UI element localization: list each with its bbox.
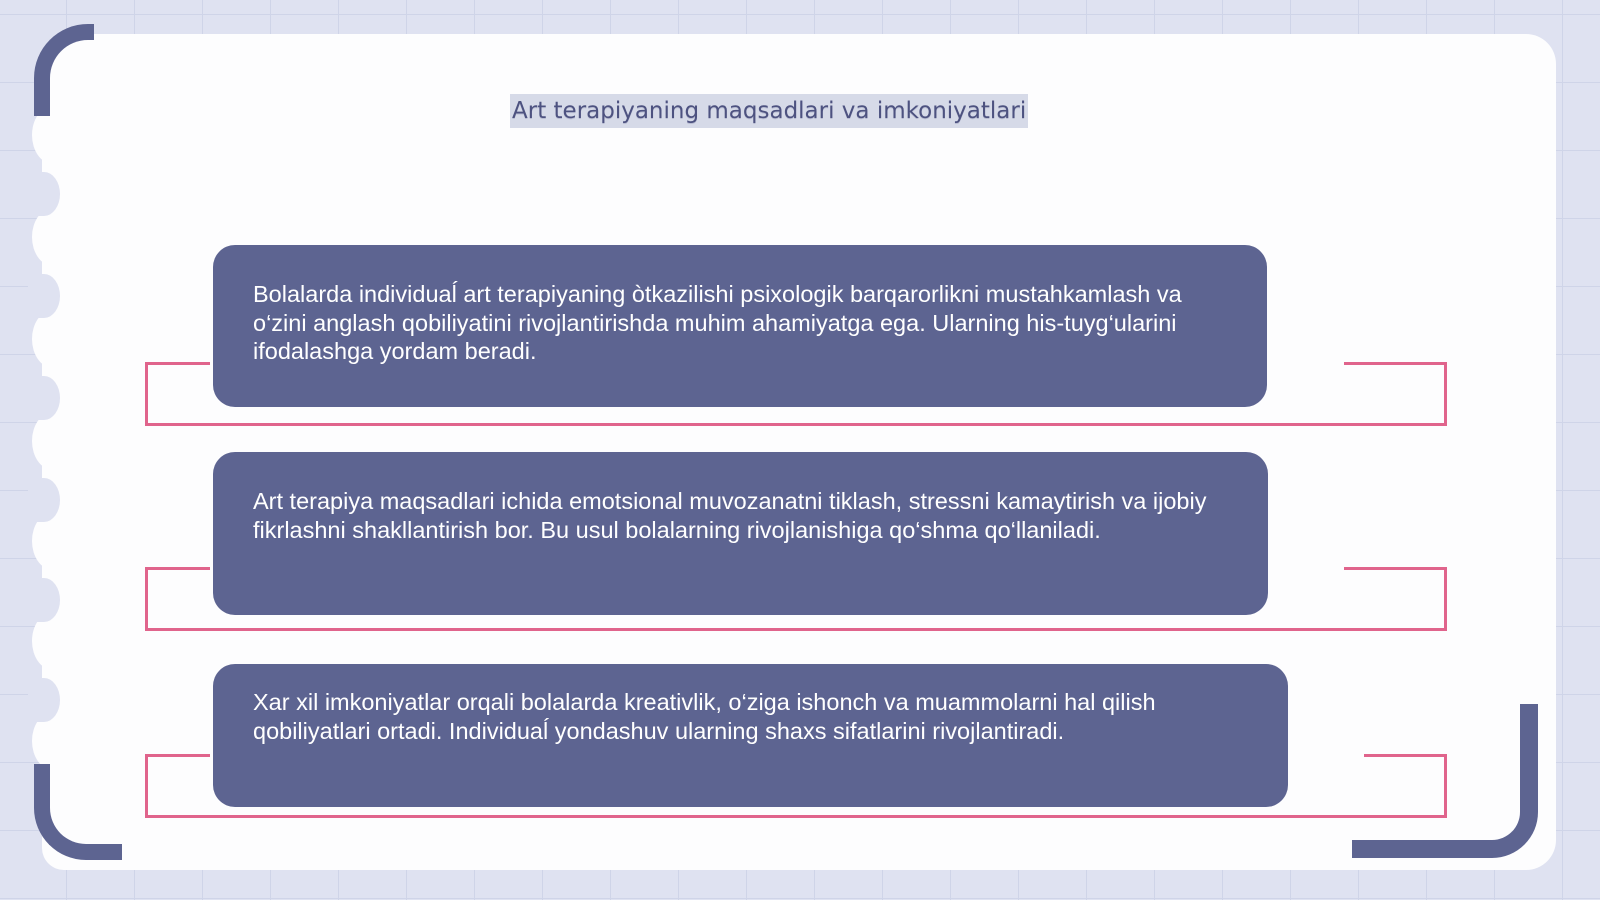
paper-scallop bbox=[32, 208, 74, 266]
paper-notch bbox=[28, 274, 60, 318]
corner-decoration-top-left bbox=[34, 24, 94, 116]
goal-text-2: Art terapiya maqsadlari ichida emotsional muvozanatni tiklash, stressni kamaytirish va ijobiy fikrlashni shakllantirish bor. Bu usul bolalarning rivojlanishiga qo‘shma qo‘llaniladi. bbox=[253, 488, 1207, 543]
paper-notch bbox=[28, 478, 60, 522]
goal-text-1: Bolalarda individuaĺ art terapiyaning òtkazilishi psixologik barqarorlikni mustahkamlash va o‘zini anglash qobiliyatini rivojlantirishda muhim ahamiyatga ega. Ularning his-tuyg‘ularini ifodalashga yordam beradi. bbox=[253, 281, 1182, 364]
paper-notch bbox=[28, 376, 60, 420]
goal-card-3 bbox=[213, 664, 1288, 807]
goal-text-3: Xar xil imkoniyatlar orqali bolalarda kreativlik, o‘ziga ishonch va muammolarni hal qilish qobiliyatlari ortadi. Individuaĺ yondashuv ularning shaxs sifatlarini rivojlantiradi. bbox=[253, 689, 1156, 744]
goal-card-2 bbox=[213, 452, 1268, 615]
paper-scallop bbox=[32, 412, 74, 470]
paper-notch bbox=[28, 678, 60, 722]
paper-scallop bbox=[32, 310, 74, 368]
paper-notch bbox=[28, 172, 60, 216]
goal-card-1 bbox=[213, 245, 1267, 407]
slide bbox=[42, 34, 1554, 872]
slide-title: Art terapiyaning maqsadlari va imkoniyatlari bbox=[510, 94, 1028, 128]
paper-notch bbox=[28, 578, 60, 622]
